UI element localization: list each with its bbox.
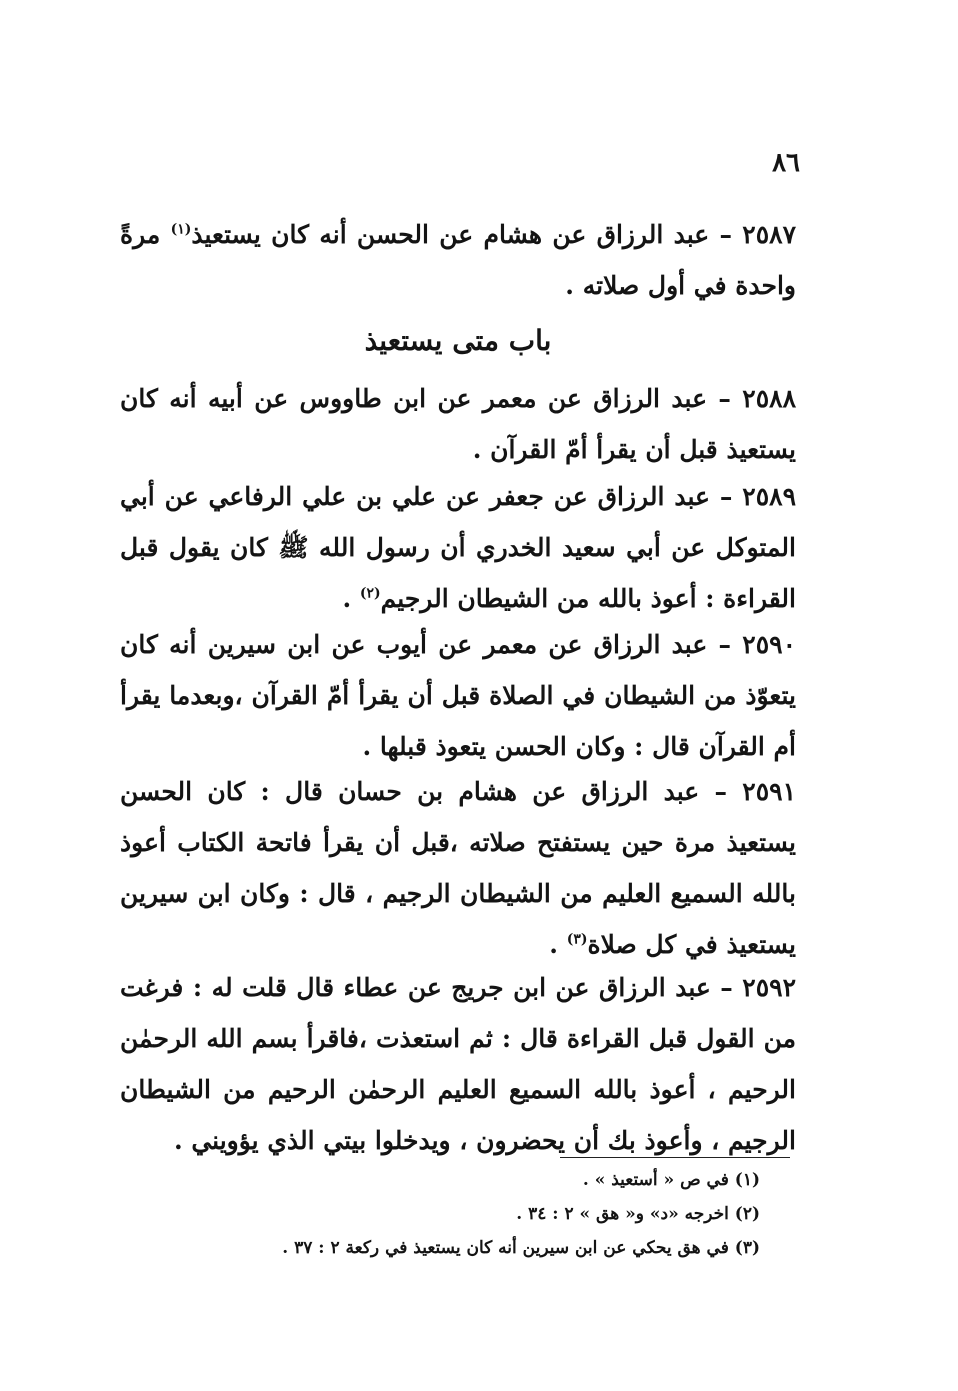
hadith-text: ٢٥٩٢ – عبد الرزاق عن ابن جريج عن عطاء قال قلت له : فرغت من القول قبل القراءة قال : ثم استعذت ،فاقرأ بسم الله الرحمٰن الرحيم ، أعوذ بالله السميع العليم الرحمٰن الرحيم من الشيطان الرجيم ، وأعوذ بك أن يحضرون ، ويدخلوا بيتي الذي يؤويني .	[120, 973, 796, 1155]
footnote-3: (٣) في هق يحكي عن ابن سيرين أنه كان يستعيذ في ركعة ٢ : ٣٧ .	[282, 1238, 760, 1258]
hadith-text: ٢٥٨٨ – عبد الرزاق عن معمر عن ابن طاووس عن أبيه أنه كان يستعيذ قبل أن يقرأ أمّ القرآن .	[120, 384, 796, 464]
hadith-text: ٢٥٨٩ – عبد الرزاق عن جعفر عن علي بن علي الرفاعي عن أبي المتوكل عن أبي سعيد الخدري أن رسول الله ﷺ كان يقول قبل القراءة : أعوذ بالله من الشيطان الرجيم	[120, 482, 796, 613]
hadith-2587	[120, 209, 796, 311]
hadith-text: ٢٥٨٧ – عبد الرزاق عن هشام عن الحسن أنه كان يستعيذ	[191, 220, 796, 249]
footnote-1: (١) في ص « أستعيذ » .	[582, 1170, 760, 1190]
page-number: ٨٦	[772, 148, 800, 178]
hadith-text-continued: .	[549, 930, 567, 959]
hadith-2592	[120, 962, 796, 1166]
hadith-2591	[120, 766, 796, 970]
footnote-divider	[560, 1157, 790, 1158]
hadith-text: ٢٥٩٠ – عبد الرزاق عن معمر عن أيوب عن ابن سيرين أنه كان يتعوّذ من الشيطان في الصلاة قبل أن يقرأ أمّ القرآن ،وبعدما يقرأ أم القرآن قال : وكان الحسن يتعوذ قبلها .	[120, 630, 796, 761]
hadith-text: ٢٥٩١ – عبد الرزاق عن هشام بن حسان قال : كان الحسن يستعيذ مرة حين يستفتح صلاته ،قبل أن يقرأ فاتحة الكتاب أعوذ بالله السميع العليم من الشيطان الرجيم ، قال : وكان ابن سيرين يستعيذ في كل صلاة	[120, 777, 796, 959]
footnote-marker: (١)	[170, 221, 192, 238]
hadith-2589	[120, 471, 796, 624]
footnote-marker: (٢)	[359, 585, 381, 602]
hadith-text-continued: مرةً واحدة في أول صلاته .	[120, 220, 796, 300]
hadith-2588	[120, 373, 796, 475]
footnote-marker: (٣)	[566, 931, 588, 948]
hadith-2590	[120, 619, 796, 772]
chapter-heading: باب متى يستعيذ	[364, 324, 552, 357]
hadith-text-continued: .	[342, 584, 360, 613]
footnote-2: (٢) اخرجه «د» و« هق » ٢ : ٣٤ .	[516, 1204, 760, 1224]
